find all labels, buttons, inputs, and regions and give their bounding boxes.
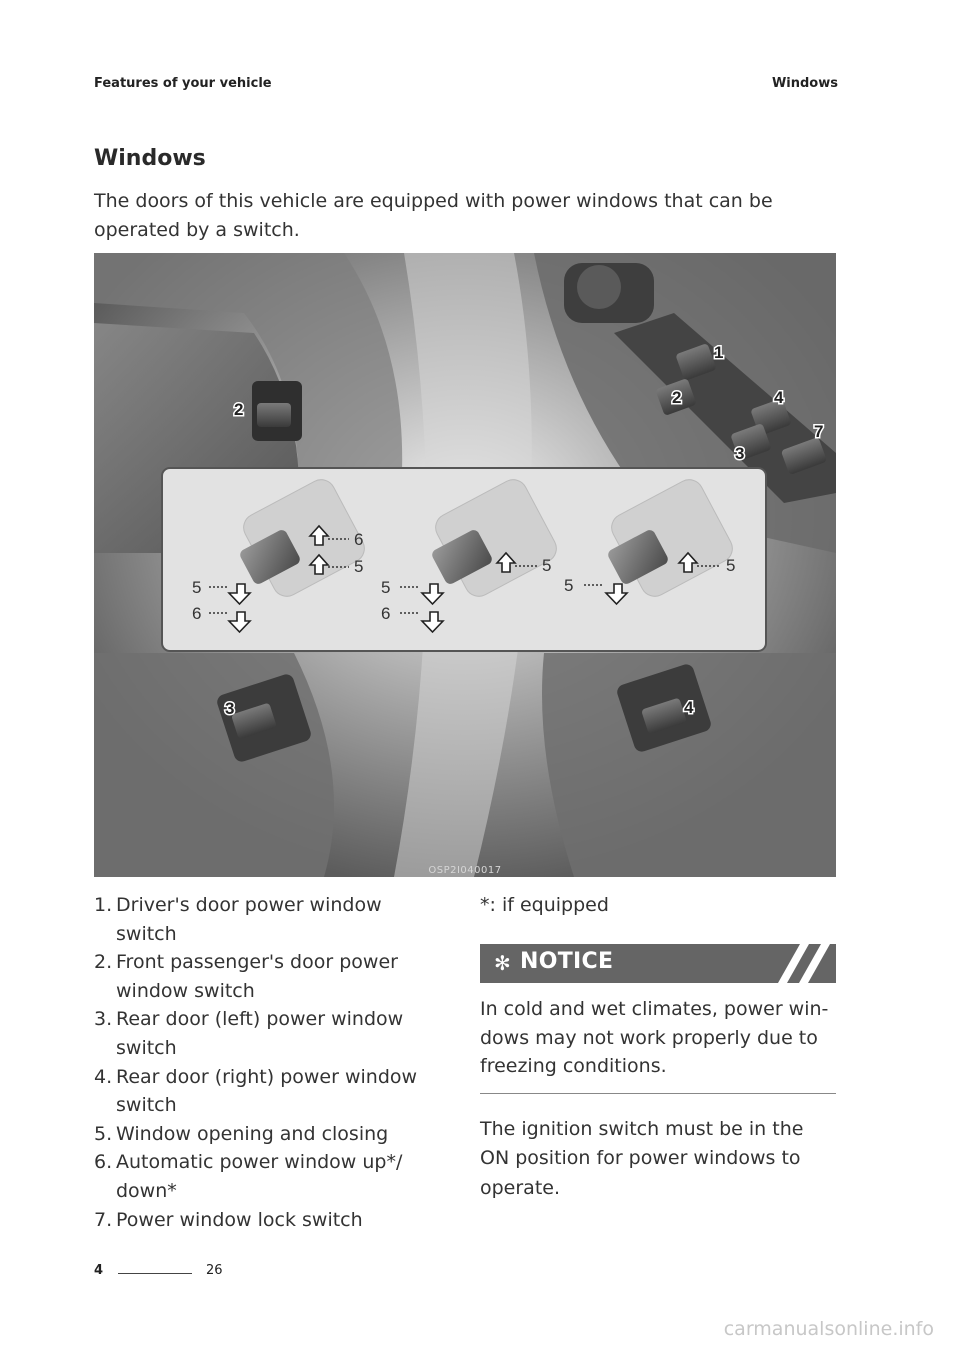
callout-2-front-passenger: 2 [234,400,244,419]
notice-divider [480,1093,836,1094]
front-passenger-switch [257,403,291,427]
door-panel-illustration [94,253,836,877]
callout-6-a: 6 [354,530,364,549]
callout-3-rear-left: 3 [225,699,235,718]
section-title: Windows [94,146,206,171]
callout-5-a-down: 5 [192,578,202,597]
running-header-chapter: Features of your vehicle [94,76,272,91]
figure-code: OSP2I040017 [428,865,502,876]
callout-3-driver-cluster: 3 [735,444,745,463]
door-trim-lower-left [94,653,334,877]
legend-item: 1. Driver's door power window switch [94,894,382,945]
watermark: carmanualsonline.info [723,1318,934,1340]
callout-6-b-down: 6 [381,604,391,623]
right-column [480,891,836,1203]
notice-label: NOTICE [520,949,614,974]
legend-item: 4. Rear door (right) power window switch [94,1065,418,1117]
legend-item: 5. Window opening and closing [94,1122,389,1145]
asterisk-icon: ✻ [494,951,511,975]
callout-4-driver-cluster: 4 [774,388,784,407]
callout-5-a: 5 [354,557,364,576]
callout-5-b: 5 [542,556,552,575]
callout-5-c-down: 5 [564,576,574,595]
mirror-joystick [577,265,621,309]
callout-5-b-down: 5 [381,578,391,597]
footer-section-number: 4 [94,1263,104,1278]
footer-divider [118,1273,192,1274]
equipped-footnote: *: if equipped [480,894,609,916]
callout-2-driver-cluster: 2 [672,388,682,407]
callout-4-rear-right: 4 [684,698,694,717]
legend-item: 7. Power window lock switch [94,1208,363,1231]
callout-6-a-down: 6 [192,604,202,623]
running-header-section: Windows [771,76,838,91]
switch-legend-list [94,891,434,1234]
notice-text: In cold and wet climates, power win- dows may not work properly due to freezing conditions. [480,998,829,1078]
footer-page-number: 26 [206,1263,223,1278]
callout-1-driver: 1 [714,343,724,362]
legend-item: 2. Front passenger's door power window switch [94,951,398,1002]
power-window-switch-figure [94,253,836,877]
legend-item: 3. Rear door (left) power window switch [94,1008,404,1059]
slash-stripes-icon [772,944,836,983]
intro-paragraph: The doors of this vehicle are equipped with power windows that can be operated by a switch. [94,190,773,241]
ignition-paragraph: The ignition switch must be in the ON position for power windows to operate. [480,1117,804,1199]
callout-7-lock-switch: 7 [814,422,824,441]
legend-item: 6. Automatic power window up*/ down* [94,1151,403,1202]
callout-5-c: 5 [726,556,736,575]
notice-banner [480,944,836,983]
